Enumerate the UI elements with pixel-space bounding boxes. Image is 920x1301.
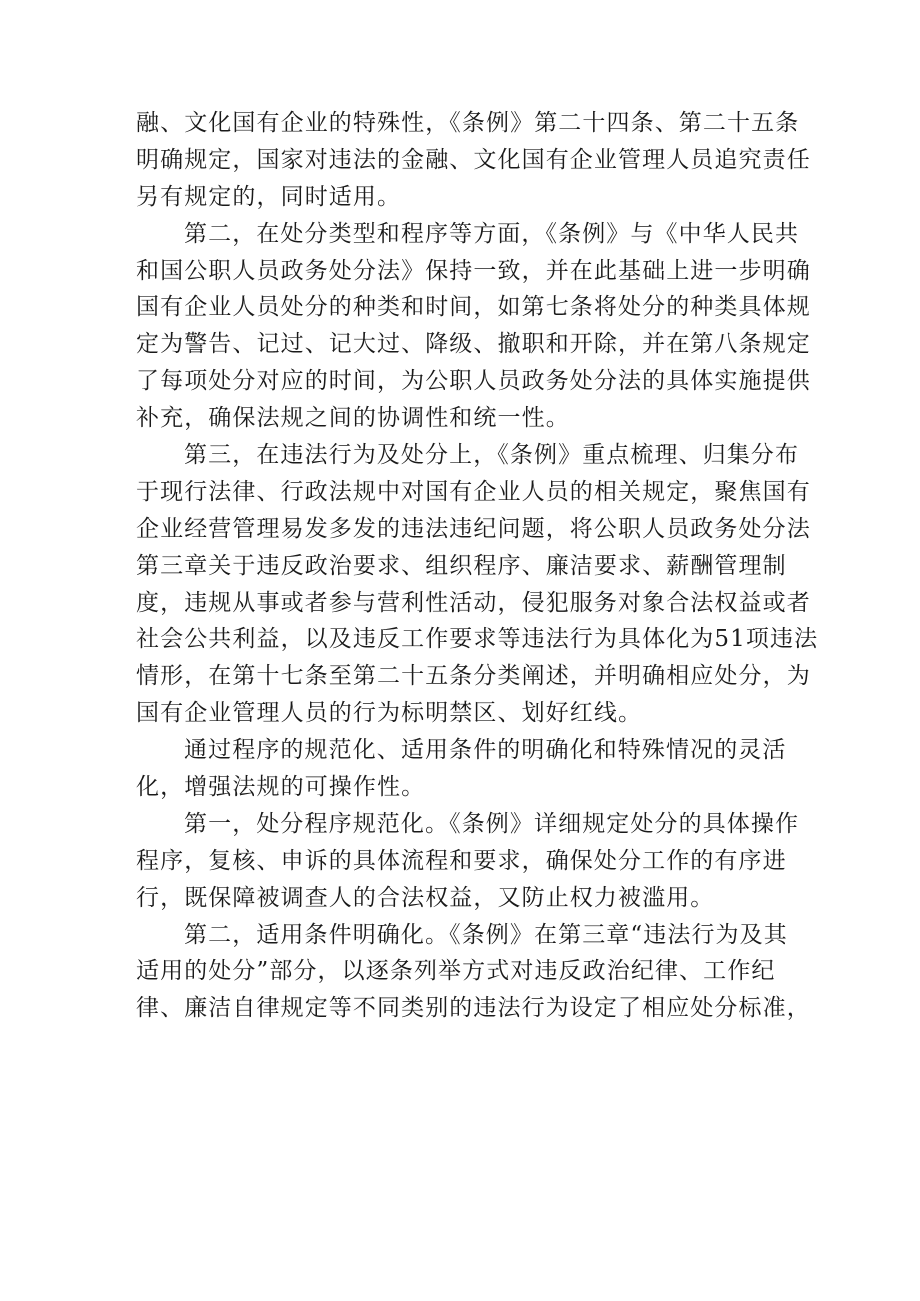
text-line: 补充，确保法规之间的协调性和统一性。: [136, 405, 570, 432]
text-line: 第三章关于违反政治要求、组织程序、廉洁要求、薪酬管理制: [136, 552, 787, 579]
text-line: 行，既保障被调查人的合法权益，又防止权力被滥用。: [136, 884, 715, 911]
text-line: 社会公共利益，以及违反工作要求等违法行为具体化为51项违法: [136, 626, 819, 653]
text-line: 和国公职人员政务处分法》保持一致，并在此基础上进一步明确: [136, 257, 811, 284]
text-line: 企业经营管理易发多发的违法违纪问题，将公职人员政务处分法: [136, 515, 811, 542]
text-line: 适用的处分”部分，以逐条列举方式对违反政治纪律、工作纪: [136, 958, 776, 985]
text-line: 了每项处分对应的时间，为公职人员政务处分法的具体实施提供: [136, 368, 811, 395]
text-line: 第二，适用条件明确化。《条例》在第三章“违法行为及其: [184, 921, 788, 948]
text-line: 程序，复核、申诉的具体流程和要求，确保处分工作的有序进: [136, 847, 787, 874]
text-line: 融、文化国有企业的特殊性，《条例》第二十四条、第二十五条: [136, 110, 800, 136]
text-line: 度，违规从事或者参与营利性活动，侵犯服务对象合法权益或者: [136, 589, 811, 616]
text-line: 第三，在违法行为及处分上，《条例》重点梳理、归集分布: [184, 442, 800, 469]
text-line: 国有企业管理人员的行为标明禁区、划好红线。: [136, 700, 643, 727]
document-body: [136, 105, 819, 1027]
text-line: 明确规定，国家对违法的金融、文化国有企业管理人员追究责任: [136, 146, 811, 173]
text-line: 通过程序的规范化、适用条件的明确化和特殊情况的灵活: [184, 737, 787, 764]
text-line: 化，增强法规的可操作性。: [136, 774, 426, 801]
text-line: 另有规定的，同时适用。: [136, 183, 402, 210]
text-line: 律、廉洁自律规定等不同类别的违法行为设定了相应处分标准，: [136, 995, 811, 1022]
text-line: 定为警告、记过、记大过、降级、撤职和开除，并在第八条规定: [136, 331, 811, 358]
text-line: 情形，在第十七条至第二十五条分类阐述，并明确相应处分，为: [136, 663, 811, 690]
text-line: 第一，处分程序规范化。《条例》详细规定处分的具体操作: [184, 810, 800, 837]
text-line: 国有企业人员处分的种类和时间，如第七条将处分的种类具体规: [136, 294, 811, 321]
text-line: 于现行法律、行政法规中对国有企业人员的相关规定，聚焦国有: [136, 478, 811, 505]
text-line: 第二，在处分类型和程序等方面，《条例》与《中华人民共: [184, 220, 800, 247]
